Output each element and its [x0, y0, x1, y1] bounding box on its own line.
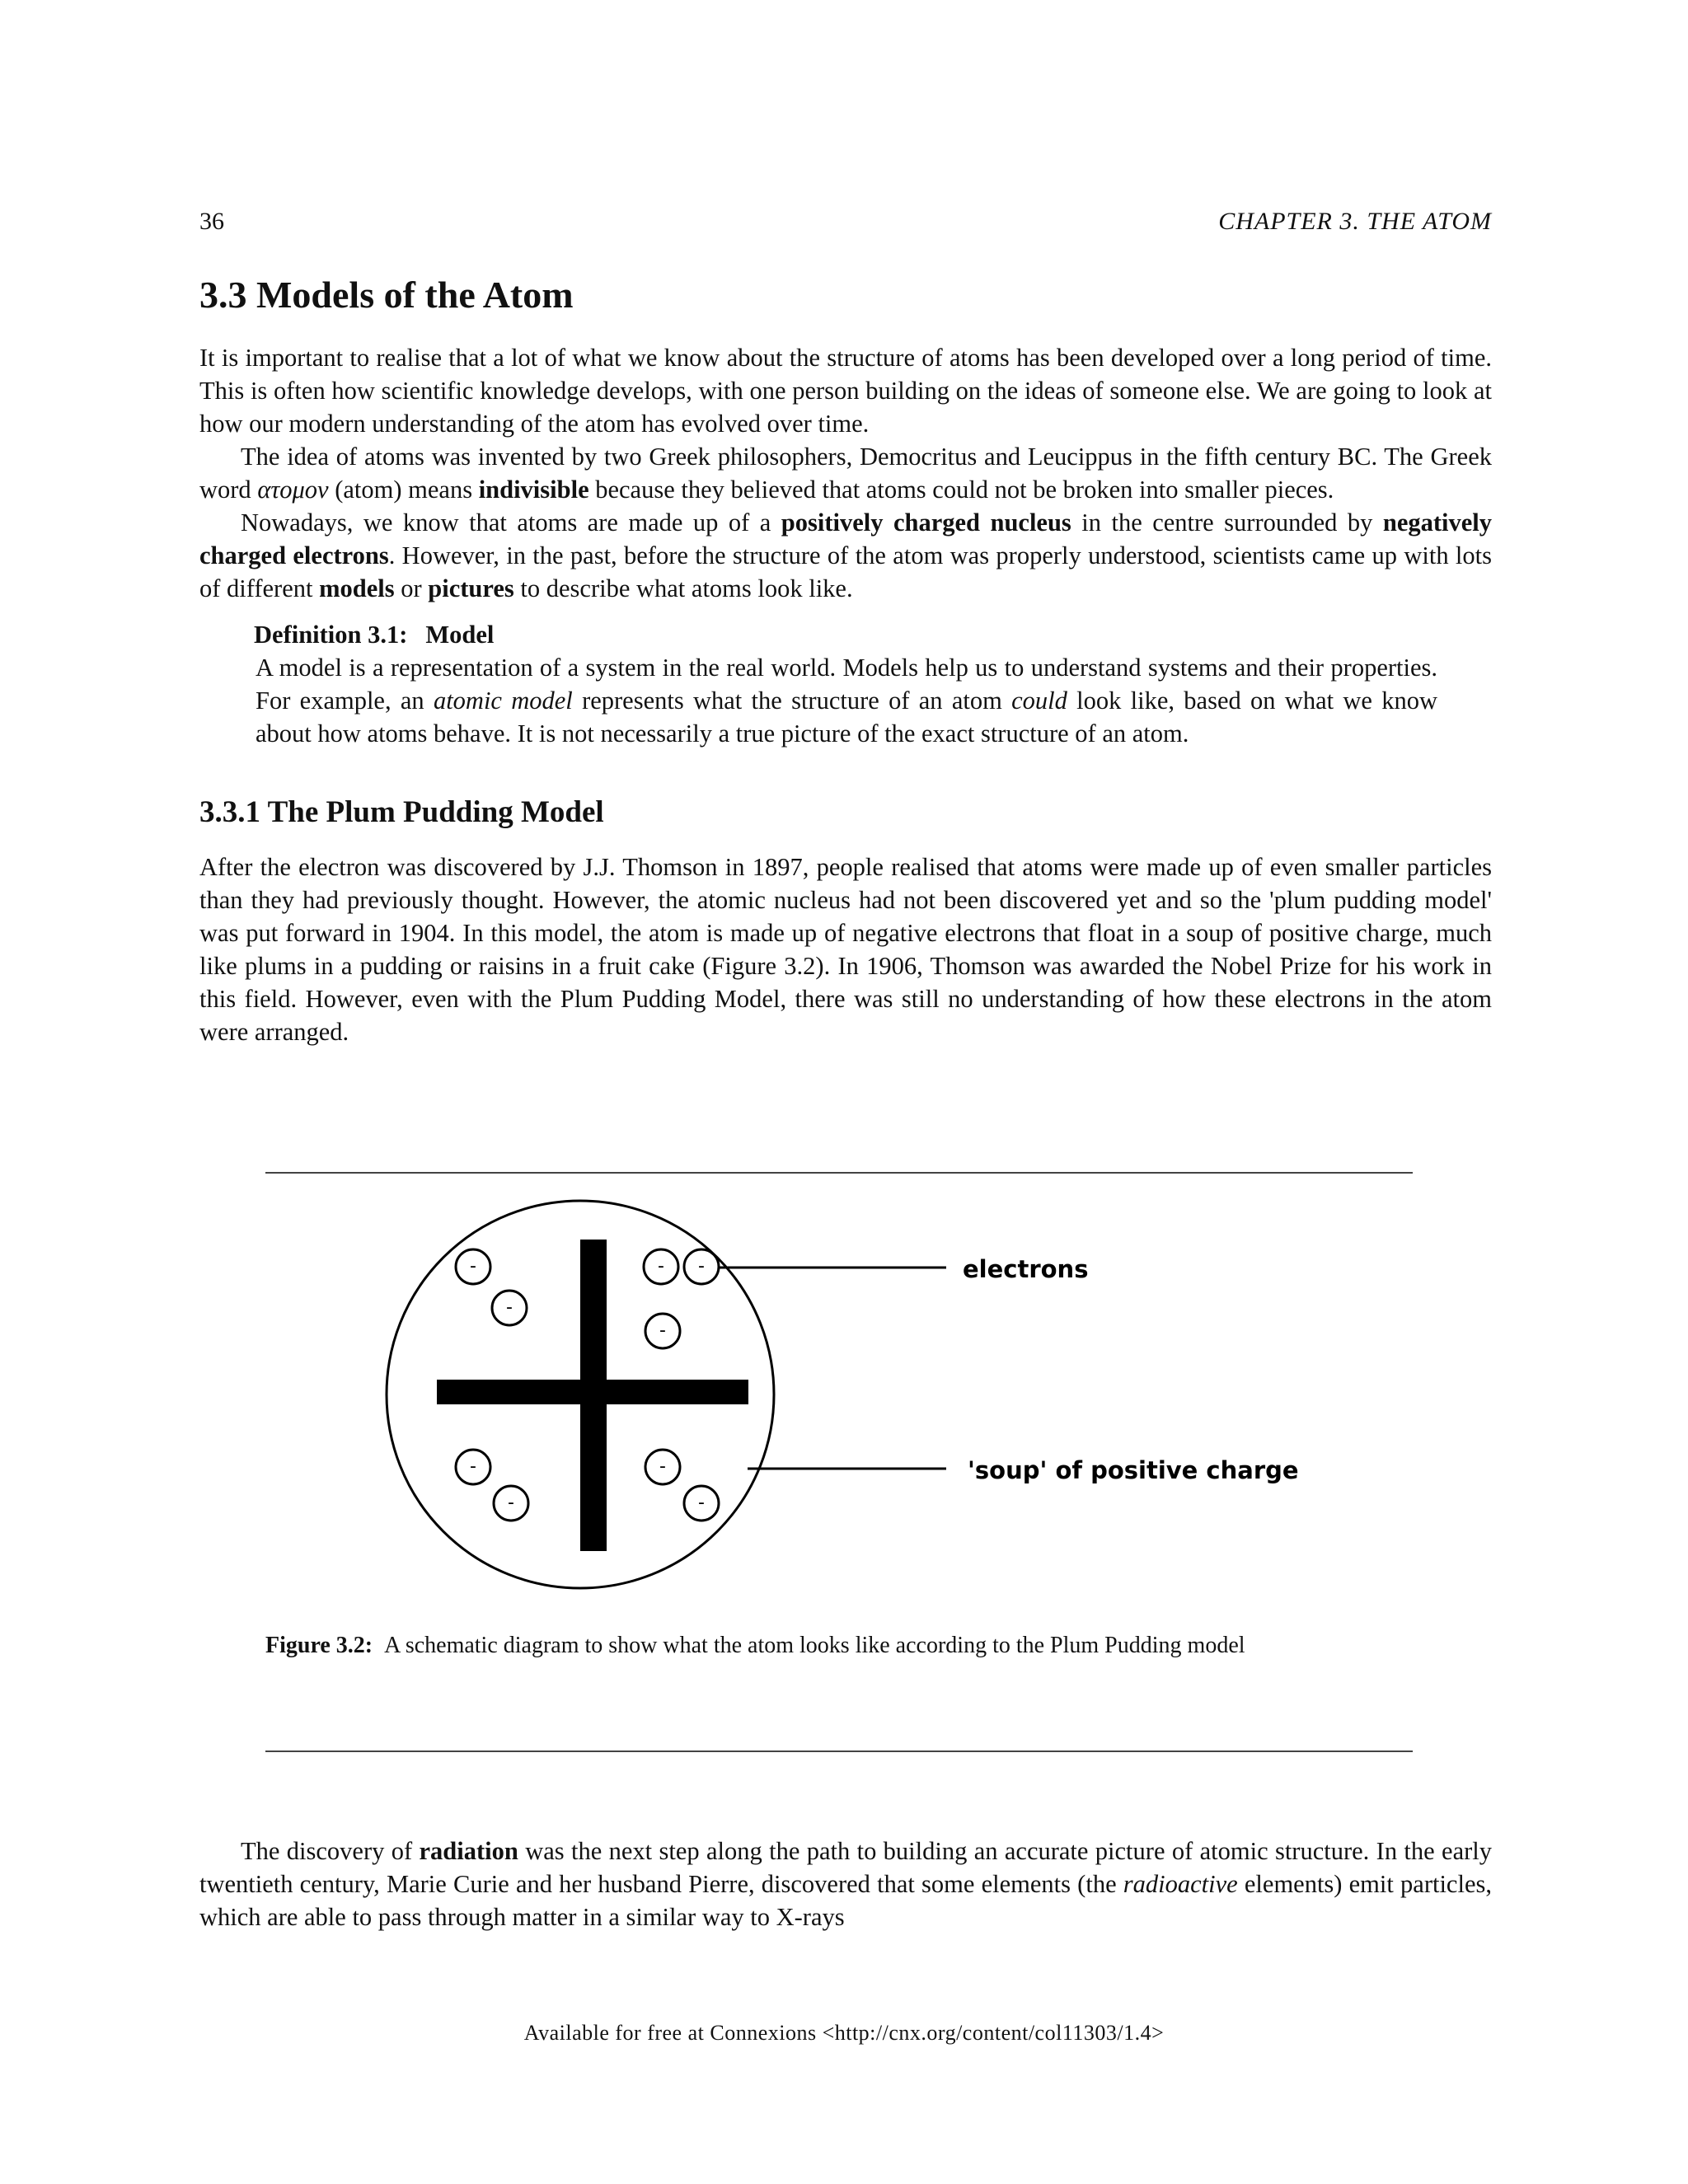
electron [684, 1486, 719, 1521]
bold-term: radiation [419, 1837, 518, 1865]
electrons-label: electrons [963, 1255, 1089, 1283]
electron-sign: - [659, 1456, 666, 1477]
definition-box [254, 618, 1437, 750]
electron [494, 1486, 528, 1521]
electron-sign: - [698, 1256, 705, 1277]
electron [456, 1450, 490, 1484]
figure-rule-bottom [265, 1750, 1413, 1752]
bold-term: indivisible [478, 476, 589, 504]
bold-term: models [319, 574, 395, 602]
electron-sign: - [470, 1456, 476, 1477]
paragraph: Nowadays, we know that atoms are made up of a positively charged nucleus in the centre surrounded by negatively charged electrons. However, in the past, before the structure of the atom was properly understood, scientists came up with lots of different models or pictures to describe what atoms look like. [199, 509, 1493, 602]
page-number: 36 [199, 208, 224, 235]
electron-sign: - [658, 1256, 664, 1277]
main-content [199, 272, 1492, 1048]
paragraph: It is important to realise that a lot of what we know about the structure of atoms has been developed over a long period of time. This is often how scientific knowledge develops, with one person building on the ideas of someone else. We are going to look at how our modern understanding of the atom has evolved over time. [199, 344, 1492, 438]
subsection-title: 3.3.1 The Plum Pudding Model [199, 795, 604, 829]
electron [492, 1291, 527, 1325]
bold-term: negatively charged electrons [199, 509, 1493, 569]
electron-sign: - [508, 1493, 514, 1513]
paragraph: The idea of atoms was invented by two Greek philosophers, Democritus and Leucippus in the fifth century BC. The Greek word ατομον (atom) means indivisible because they believed that atoms could not be broken into smaller pieces. [199, 443, 1492, 504]
electron [645, 1450, 680, 1484]
paragraph: The discovery of radiation was the next step along the path to building an accurate picture of atomic structure. In the early twentieth century, Marie Curie and her husband Pierre, discovered that some elements (the radioactive elements) emit particles, which are able to pass through matter in a similar way to X-rays [199, 1837, 1493, 1931]
electron [684, 1249, 719, 1284]
bold-term: positively charged nucleus [781, 509, 1071, 537]
figure-caption: Figure 3.2: A schematic diagram to show what the atom looks like according to the Plum Pudding model [265, 1633, 1245, 1658]
chapter-title: CHAPTER 3. THE ATOM [1218, 208, 1492, 235]
electron-sign: - [698, 1493, 705, 1513]
electron [645, 1314, 680, 1348]
soup-label: 'soup' of positive charge [968, 1456, 1299, 1484]
bold-term: pictures [428, 574, 514, 602]
footer-availability: Available for free at Connexions <http://cnx.org/content/col11303/1.4> [523, 2021, 1165, 2045]
definition-title: Definition 3.1: Model [254, 621, 495, 649]
definition-body: A model is a representation of a system in the real world. Models help us to understand systems and their properties. For example, an atomic model represents what the structure of an atom could look like, based on what we know about how atoms behave. It is not necessarily a true picture of the exact structure of an atom. [256, 654, 1437, 748]
paragraph: After the electron was discovered by J.J. Thomson in 1897, people realised that atoms were made up of even smaller particles than they had previously thought. However, the atomic nucleus had not been discovered yet and so the 'plum pudding model' was put forward in 1904. In this model, the atom is made up of negative electrons that float in a soup of positive charge, much like plums in a pudding or raisins in a fruit cake (Figure 3.2). In 1906, Thomson was awarded the Nobel Prize for his work in this field. However, even with the Plum Pudding Model, there was still no understanding of how these electrons in the atom were arranged. [199, 853, 1492, 1046]
greek-word: ατομον [257, 476, 329, 504]
figure-plum-pudding [265, 1172, 1413, 1752]
electron [456, 1249, 490, 1284]
plum-pudding-diagram [265, 1172, 1413, 1633]
section-title: 3.3 Models of the Atom [199, 274, 574, 316]
cross-horizontal-bar [437, 1380, 748, 1404]
electron [644, 1249, 678, 1284]
electron-sign: - [506, 1297, 513, 1318]
electron-sign: - [659, 1320, 666, 1341]
electron-sign: - [470, 1256, 476, 1277]
